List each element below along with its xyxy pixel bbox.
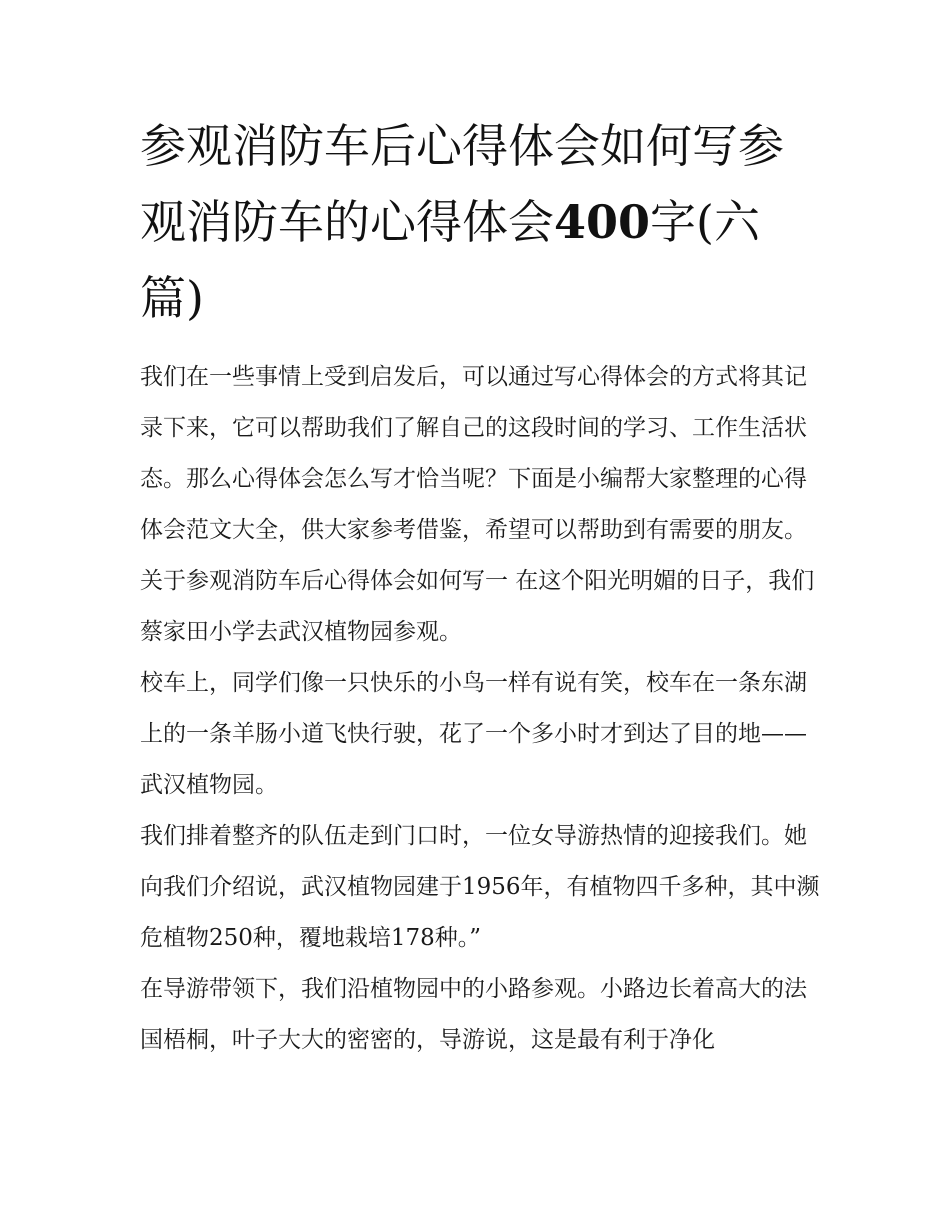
title-number: 400 — [554, 195, 651, 249]
paragraph-guide-intro: 我们排着整齐的队伍走到门口时，一位女导游热情的迎接我们。她向我们介绍说，武汉植物园建于1956年，有植物四千多种，其中濒危植物250种，覆地栽培178种。” — [140, 823, 820, 951]
paragraph-tour: 在导游带领下，我们沿植物园中的小路参观。小路边长着高大的法国梧桐，叶子大大的密密的，导游说，这是最有利于净化 — [140, 976, 807, 1053]
title-text-part2: 字(六篇) — [140, 195, 760, 325]
document-title — [140, 108, 820, 336]
title-text-part1: 参观消防车后心得体会如何写参观消防车的心得体会 — [140, 119, 784, 249]
paragraph-bus-ride: 校车上，同学们像一只快乐的小鸟一样有说有笑，校车在一条东湖上的一条羊肠小道飞快行驶，花了一个多小时才到达了目的地——武汉植物园。 — [140, 670, 807, 798]
paragraph-intro: 我们在一些事情上受到启发后，可以通过写心得体会的方式将其记录下来，它可以帮助我们了解自己的这段时间的学习、工作生活状态。那么心得体会怎么写才恰当呢？下面是小编帮大家整理的心得体会范文大全，供大家参考借鉴，希望可以帮助到有需要的朋友。 — [140, 364, 807, 543]
document-body — [140, 352, 820, 1066]
paragraph-heading-one: 关于参观消防车后心得体会如何写一 在这个阳光明媚的日子，我们蔡家田小学去武汉植物园参观。 — [140, 568, 815, 645]
